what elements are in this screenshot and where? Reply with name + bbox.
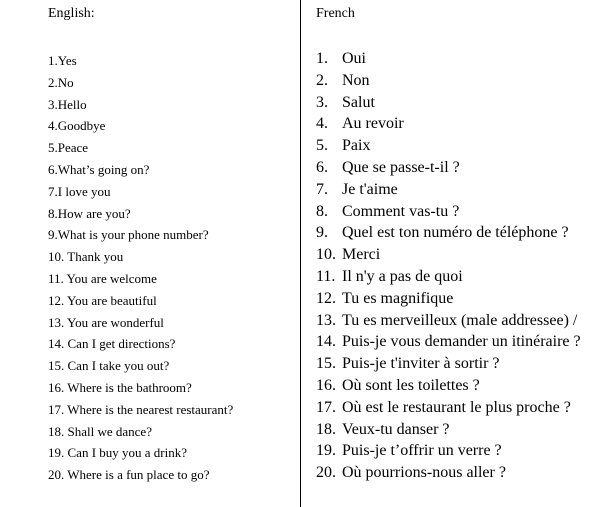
french-item	[316, 222, 581, 244]
english-item: 2.No	[48, 74, 74, 90]
english-item: 11. You are welcome	[48, 270, 157, 286]
english-item: 6.What’s going on?	[48, 161, 150, 177]
french-item-text: Il n'y a pas de quoi	[342, 267, 463, 285]
english-item: 17. Where is the nearest restaurant?	[48, 401, 234, 417]
french-item-text: Tu es merveilleux (male addressee) /	[342, 311, 578, 329]
english-item: 20. Where is a fun place to go?	[48, 467, 210, 483]
french-item	[316, 397, 581, 419]
english-item: 19. Can I buy you a drink?	[48, 445, 188, 461]
french-item-number: 9.	[316, 224, 328, 242]
french-item-number: 4.	[316, 115, 328, 133]
french-item	[316, 135, 581, 157]
french-item	[316, 201, 581, 223]
french-item-number: 8.	[316, 202, 328, 220]
french-item	[316, 113, 581, 135]
french-item-text: Puis-je vous demander un itinéraire ?	[342, 333, 581, 351]
french-item	[316, 310, 581, 332]
french-item	[316, 48, 581, 70]
french-item-number: 6.	[316, 158, 328, 176]
french-item-text: Tu es magnifique	[342, 289, 454, 307]
english-column	[48, 5, 293, 483]
english-list	[48, 50, 233, 486]
english-item: 14. Can I get directions?	[48, 336, 176, 352]
french-item-text: Puis-je t’offrir un verre ?	[342, 442, 502, 460]
french-item	[316, 157, 581, 179]
english-item: 7.I love you	[48, 183, 111, 199]
english-heading: English:	[48, 6, 95, 21]
french-item-text: Comment vas-tu ?	[342, 202, 460, 220]
french-item-number: 3.	[316, 93, 328, 111]
french-item-text: Merci	[342, 246, 381, 264]
french-item-number: 18.	[316, 420, 336, 438]
english-item: 12. You are beautiful	[48, 292, 157, 308]
english-item: 10. Thank you	[48, 249, 124, 265]
french-item	[316, 375, 581, 397]
french-item	[316, 244, 581, 266]
french-item-number: 17.	[316, 398, 336, 416]
english-item: 16. Where is the bathroom?	[48, 379, 192, 395]
english-item: 8.How are you?	[48, 205, 131, 221]
english-item: 3.Hello	[48, 96, 87, 112]
french-item	[316, 70, 581, 92]
french-item-text: Où pourrions-nous aller ?	[342, 464, 506, 482]
french-item	[316, 440, 581, 462]
french-item-text: Je t'aime	[342, 180, 398, 198]
french-item-number: 1.	[316, 50, 328, 67]
french-item-number: 14.	[316, 333, 336, 351]
french-item-text: Puis-je t'inviter à sortir ?	[342, 355, 500, 373]
french-item-number: 11.	[316, 267, 336, 285]
french-list	[316, 48, 581, 484]
french-item-number: 15.	[316, 355, 336, 373]
english-item: 4.Goodbye	[48, 118, 106, 134]
french-item-text: Oui	[342, 50, 366, 67]
french-item-text: Veux-tu danser ?	[342, 420, 450, 438]
english-item: 9.What is your phone number?	[48, 227, 209, 243]
french-item-text: Où sont les toilettes ?	[342, 376, 480, 394]
french-item	[316, 331, 581, 353]
french-column	[316, 5, 600, 482]
french-item-number: 12.	[316, 289, 336, 307]
english-item: 15. Can I take you out?	[48, 358, 170, 374]
french-item-number: 5.	[316, 137, 328, 155]
french-item	[316, 353, 581, 375]
french-item-number: 10.	[316, 246, 336, 264]
french-item-text: Salut	[342, 93, 375, 111]
french-item	[316, 462, 581, 484]
french-item-number: 13.	[316, 311, 336, 329]
french-item-text: Paix	[342, 137, 371, 155]
english-item: 18. Shall we dance?	[48, 423, 152, 439]
french-item	[316, 288, 581, 310]
french-item-number: 2.	[316, 71, 328, 89]
french-item	[316, 92, 581, 114]
french-item	[316, 179, 581, 201]
french-item	[316, 266, 581, 288]
french-item-number: 19.	[316, 442, 336, 460]
french-item	[316, 419, 581, 441]
french-item-text: Quel est ton numéro de téléphone ?	[342, 224, 569, 242]
french-item-text: Où est le restaurant le plus proche ?	[342, 398, 571, 416]
french-item-text: Au revoir	[342, 115, 404, 133]
english-item: 13. You are wonderful	[48, 314, 164, 330]
english-item: 1.Yes	[48, 53, 77, 68]
french-item-number: 7.	[316, 180, 328, 198]
french-item-number: 20.	[316, 464, 336, 482]
french-heading: French	[316, 6, 355, 21]
french-item-number: 16.	[316, 376, 336, 394]
column-divider	[300, 0, 301, 507]
french-item-text: Non	[342, 71, 370, 89]
french-item-text: Que se passe-t-il ?	[342, 158, 460, 176]
english-item: 5.Peace	[48, 140, 89, 156]
